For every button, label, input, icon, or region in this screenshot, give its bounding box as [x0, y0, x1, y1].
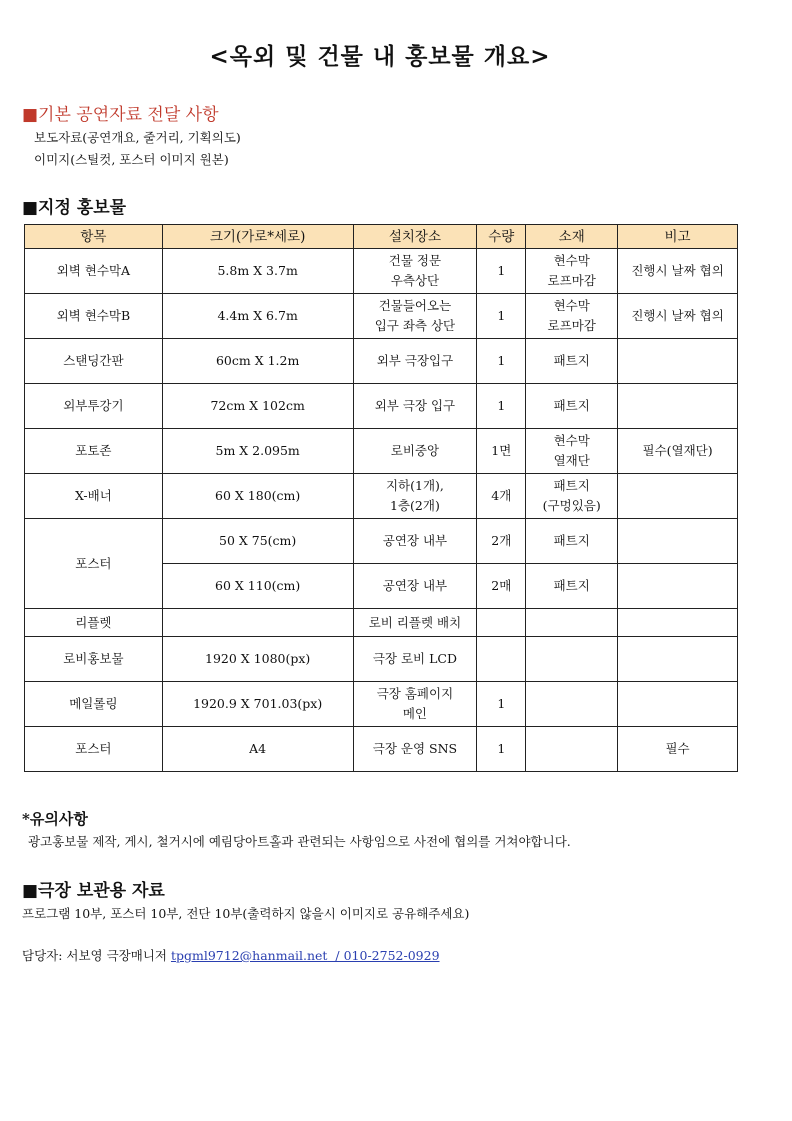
header-note: 비고: [618, 225, 738, 249]
cell-material: 패트지: [526, 339, 618, 384]
cell-note: [618, 609, 738, 637]
cell-place: 공연장 내부: [353, 564, 477, 609]
basic-line-1: 보도자료(공연개요, 줄거리, 기획의도): [34, 130, 241, 145]
header-size: 크기(가로*세로): [162, 225, 353, 249]
cell-qty: [477, 637, 526, 682]
designated-promo-heading: ■지정 홍보물: [22, 198, 127, 218]
promo-table: [24, 224, 738, 772]
cell-size: 50 X 75(cm): [162, 519, 353, 564]
table-row: [25, 294, 738, 339]
cell-qty: [477, 609, 526, 637]
page-title: <옥외 및 건물 내 홍보물 개요>: [209, 43, 551, 70]
cell-item: 외벽 현수막A: [25, 249, 163, 294]
header-place: 설치장소: [353, 225, 477, 249]
cell-qty: 1: [477, 249, 526, 294]
cell-note: 필수(열재단): [618, 429, 738, 474]
table-row: [25, 384, 738, 429]
cell-place: 로비 리플렛 배치: [353, 609, 477, 637]
cell-place: 지하(1개), 1층(2개): [353, 474, 477, 519]
cell-place: 건물들어오는 입구 좌측 상단: [353, 294, 477, 339]
cell-size: 1920 X 1080(px): [162, 637, 353, 682]
cell-place: 로비중앙: [353, 429, 477, 474]
cell-size: 5m X 2.095m: [162, 429, 353, 474]
cell-size: 5.8m X 3.7m: [162, 249, 353, 294]
cell-item: 외벽 현수막B: [25, 294, 163, 339]
cell-note: [618, 519, 738, 564]
basic-materials-heading: ■기본 공연자료 전달 사항: [22, 105, 219, 125]
cell-material: 패트지: [526, 564, 618, 609]
table-row: [25, 339, 738, 384]
table-row: [25, 637, 738, 682]
cell-qty: 2매: [477, 564, 526, 609]
header-material: 소재: [526, 225, 618, 249]
table-row: [25, 249, 738, 294]
table-row: [25, 474, 738, 519]
table-row: [25, 519, 738, 564]
cell-material: 패트지: [526, 519, 618, 564]
cell-size: 4.4m X 6.7m: [162, 294, 353, 339]
notice-heading: *유의사항: [22, 810, 88, 828]
cell-qty: 1면: [477, 429, 526, 474]
cell-note: [618, 339, 738, 384]
header-item: 항목: [25, 225, 163, 249]
cell-place: 외부 극장 입구: [353, 384, 477, 429]
cell-material: 현수막 열재단: [526, 429, 618, 474]
cell-material: 현수막 로프마감: [526, 249, 618, 294]
cell-qty: 2개: [477, 519, 526, 564]
notice-text: 광고홍보물 제작, 게시, 철거시에 예림당아트홀과 관련되는 사항임으로 사전에 협의를 거쳐야합니다.: [28, 834, 571, 849]
cell-qty: 4개: [477, 474, 526, 519]
archive-heading: ■극장 보관용 자료: [22, 881, 165, 901]
header-qty: 수량: [477, 225, 526, 249]
cell-note: 진행시 날짜 협의: [618, 249, 738, 294]
cell-item: 리플렛: [25, 609, 163, 637]
cell-qty: 1: [477, 384, 526, 429]
cell-place: 극장 로비 LCD: [353, 637, 477, 682]
cell-note: 진행시 날짜 협의: [618, 294, 738, 339]
cell-item: 포토존: [25, 429, 163, 474]
table-row: [25, 682, 738, 727]
contact-line: [22, 946, 440, 964]
cell-material: [526, 637, 618, 682]
cell-qty: 1: [477, 294, 526, 339]
table-row: [25, 727, 738, 772]
cell-size: 60 X 180(cm): [162, 474, 353, 519]
cell-item: X-배너: [25, 474, 163, 519]
cell-size: 60cm X 1.2m: [162, 339, 353, 384]
contact-email-link[interactable]: tpgml9712@hanmail.net: [170, 948, 328, 963]
cell-material: 현수막 로프마감: [526, 294, 618, 339]
cell-place: 극장 홈페이지 메인: [353, 682, 477, 727]
cell-material: 패트지 (구멍있음): [526, 474, 618, 519]
table-row: [25, 609, 738, 637]
cell-note: [618, 564, 738, 609]
cell-item: 로비홍보물: [25, 637, 163, 682]
archive-text: 프로그램 10부, 포스터 10부, 전단 10부(출력하지 않을시 이미지로 공유해주세요): [22, 906, 470, 921]
cell-note: [618, 637, 738, 682]
cell-qty: 1: [477, 682, 526, 727]
cell-size: 60 X 110(cm): [162, 564, 353, 609]
cell-size: 1920.9 X 701.03(px): [162, 682, 353, 727]
cell-item: 메일롤링: [25, 682, 163, 727]
cell-item: 외부투강기: [25, 384, 163, 429]
cell-size: A4: [162, 727, 353, 772]
cell-size: [162, 609, 353, 637]
cell-place: 건물 정문 우측상단: [353, 249, 477, 294]
cell-item: 스탠딩간판: [25, 339, 163, 384]
contact-phone[interactable]: / 010-2752-0929: [327, 948, 440, 963]
cell-place: 공연장 내부: [353, 519, 477, 564]
cell-item: 포스터: [25, 519, 163, 609]
cell-qty: 1: [477, 339, 526, 384]
cell-note: [618, 384, 738, 429]
table-row: [25, 429, 738, 474]
cell-material: [526, 609, 618, 637]
cell-item: 포스터: [25, 727, 163, 772]
cell-place: 극장 운영 SNS: [353, 727, 477, 772]
cell-size: 72cm X 102cm: [162, 384, 353, 429]
cell-qty: 1: [477, 727, 526, 772]
table-header-row: [25, 225, 738, 249]
contact-label: 담당자: 서보영 극장매니저: [22, 948, 167, 963]
basic-line-2: 이미지(스틸컷, 포스터 이미지 원본): [34, 152, 229, 167]
cell-note: [618, 682, 738, 727]
cell-place: 외부 극장입구: [353, 339, 477, 384]
cell-note: [618, 474, 738, 519]
cell-material: [526, 682, 618, 727]
cell-material: [526, 727, 618, 772]
cell-note: 필수: [618, 727, 738, 772]
cell-material: 패트지: [526, 384, 618, 429]
